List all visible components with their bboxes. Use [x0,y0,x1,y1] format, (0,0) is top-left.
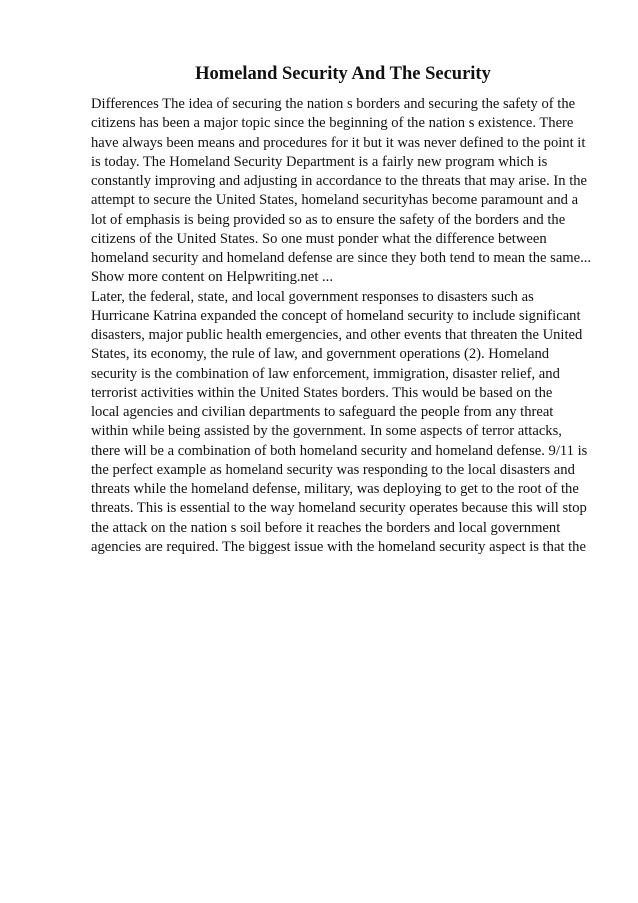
body-line: constantly improving and adjusting in accordance to the threats that may arise. In the [91,173,588,189]
body-line: terrorist activities within the United States borders. This would be based on the [91,384,553,401]
body-line: the attack on the nation s soil before it reaches the borders and local government [91,519,561,536]
body-line: agencies are required. The biggest issue with the homeland security aspect is that the [91,538,586,555]
body-line: threats while the homeland defense, military, was deploying to get to the root of the [91,481,579,497]
document-title: Homeland Security And The Security [195,64,491,84]
body-line: Show more content on Helpwriting.net ... [91,269,333,286]
body-line: security is the combination of law enforcement, immigration, disaster relief, and [91,365,560,382]
body-line: homeland security and homeland defense are since they both tend to mean the same... [91,250,592,266]
body-line: have always been means and procedures for it but it was never defined to the point it [91,134,586,151]
body-line: there will be a combination of both homeland security and homeland defense. 9/11 is [91,442,588,459]
body-line: Hurricane Katrina expanded the concept of homeland security to include significant [91,307,581,324]
body-line: the perfect example as homeland security was responding to the local disasters and [91,461,575,478]
body-line: citizens of the United States. So one must ponder what the difference between [91,230,547,247]
body-line: local agencies and civilian departments to safeguard the people from any threat [91,404,554,420]
body-line: is today. The Homeland Security Department is a fairly new program which is [91,153,548,170]
body-line: States, its economy, the rule of law, and government operations (2). Homeland [91,346,550,363]
body-line: Differences The idea of securing the nation s borders and securing the safety of the [91,96,576,112]
body-line: Later, the federal, state, and local government responses to disasters such as [91,288,534,305]
body-line: citizens has been a major topic since the beginning of the nation s existence. There [91,115,574,132]
body-line: lot of emphasis is being provided so as to ensure the safety of the borders and the [91,211,566,228]
body-line: threats. This is essential to the way homeland security operates because this will stop [91,500,587,517]
body-line: attempt to secure the United States, homeland securityhas become paramount and a [91,192,579,209]
body-line: within while being assisted by the government. In some aspects of terror attacks, [91,423,562,440]
body-line: disasters, major public health emergencies, and other events that threaten the United [91,327,583,343]
document-body [91,95,611,557]
